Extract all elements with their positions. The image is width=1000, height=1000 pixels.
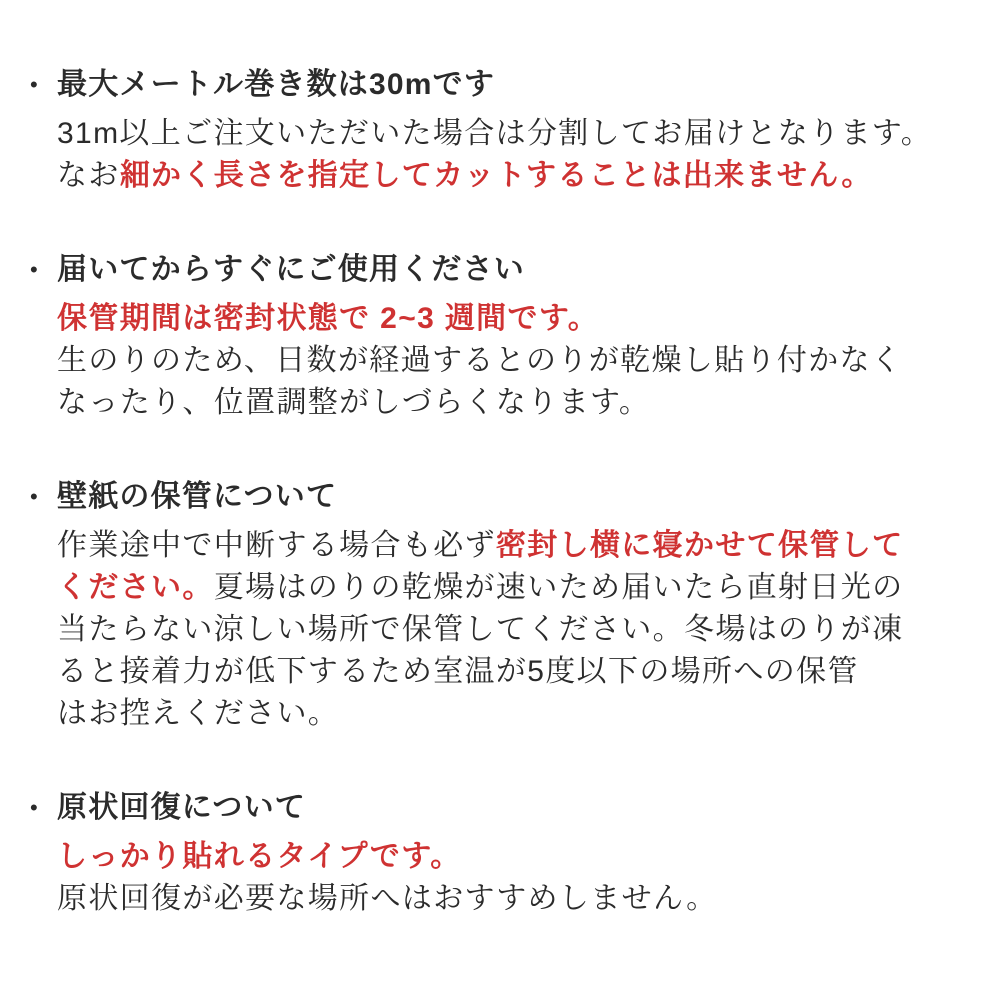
emphasis-text: ください。 <box>57 571 214 604</box>
notice-section-wallpaper-storage <box>0 476 1000 735</box>
emphasis-text: 密封し横に寝かせて保管して <box>495 529 904 562</box>
section-heading: 壁紙の保管について <box>57 480 338 513</box>
body-text: 当たらない涼しい場所で保管してください。冬場はのりが凍 <box>57 613 904 646</box>
notice-section-restoration <box>0 787 1000 920</box>
emphasis-text: 保管期間は密封状態で 2~3 週間です。 <box>57 302 600 335</box>
bullet-icon: • <box>30 72 38 97</box>
body-text: 作業途中で中断する場合も必ず <box>57 529 496 562</box>
body-text: なったり、位置調整がしづらくなります。 <box>57 386 651 419</box>
section-heading: 最大メートル巻き数は30mです <box>57 68 496 101</box>
section-heading: 届いてからすぐにご使用ください <box>57 253 525 286</box>
body-text: 生のりのため、日数が経過するとのりが乾燥し貼り付かなく <box>57 344 903 377</box>
bullet-icon: • <box>30 257 38 282</box>
section-body <box>57 836 1000 920</box>
section-body <box>57 298 1000 424</box>
emphasis-text: しっかり貼れるタイプです。 <box>57 840 462 873</box>
bullet-icon: • <box>30 795 38 820</box>
section-body <box>57 525 1000 735</box>
body-text: なお <box>57 159 120 192</box>
bullet-icon: • <box>30 484 38 509</box>
body-text: 31m以上ご注文いただいた場合は分割してお届けとなります。 <box>57 117 933 150</box>
body-text: 原状回復が必要な場所へはおすすめしません。 <box>57 882 718 915</box>
notice-section-max-roll-length <box>0 64 1000 197</box>
section-body <box>57 113 1000 197</box>
emphasis-text: 細かく長さを指定してカットすることは出来ません。 <box>119 159 873 192</box>
body-text: 夏場はのりの乾燥が速いため届いたら直射日光の <box>213 571 904 604</box>
section-heading: 原状回復について <box>57 791 306 824</box>
notice-section-use-immediately <box>0 249 1000 424</box>
body-text: ると接着力が低下するため室温が5度以下の場所への保管 <box>57 655 859 688</box>
body-text: はお控えください。 <box>57 697 340 730</box>
